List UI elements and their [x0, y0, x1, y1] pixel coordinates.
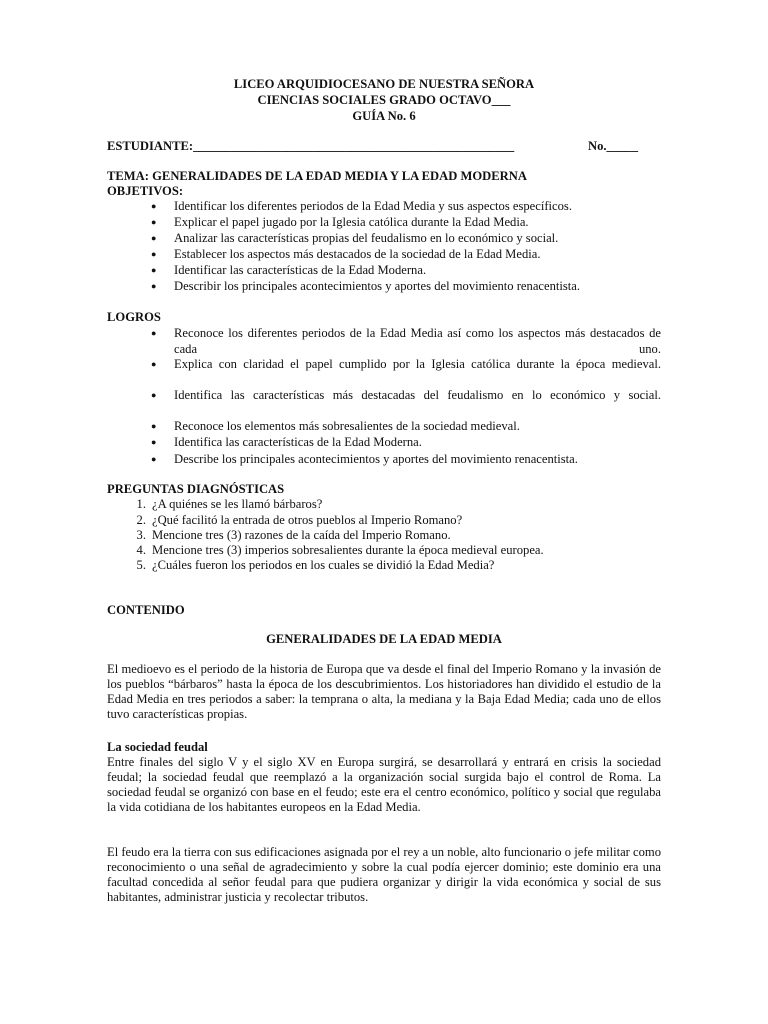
- topic-title: TEMA: GENERALIDADES DE LA EDAD MEDIA Y LA EDAD MODERNA: [107, 169, 527, 183]
- bullet-icon: ●: [151, 454, 157, 464]
- question-text: Mencione tres (3) razones de la caída del Imperio Romano.: [152, 528, 451, 542]
- diagnostic-questions-heading: PREGUNTAS DIAGNÓSTICAS: [107, 482, 285, 496]
- bullet-icon: ●: [151, 265, 157, 275]
- bullet-icon: ●: [151, 390, 157, 400]
- question-text: ¿Cuáles fueron los periodos en los cuales se dividió la Edad Media?: [152, 558, 495, 572]
- question-number: 3.: [136, 528, 146, 542]
- objective-item: Explicar el papel jugado por la Iglesia católica durante la Edad Media.: [174, 215, 529, 229]
- objective-item: Identificar los diferentes periodos de la Edad Media y sus aspectos específicos.: [174, 199, 572, 213]
- question-text: Mencione tres (3) imperios sobresalientes durante la época medieval europea.: [152, 543, 544, 557]
- question-text: ¿A quiénes se les llamó bárbaros?: [152, 497, 323, 511]
- bullet-icon: ●: [151, 328, 157, 338]
- achievement-item: Identifica las características de la Edad Moderna.: [174, 435, 422, 449]
- achievement-item: Describe los principales acontecimientos y aportes del movimiento renacentista.: [174, 452, 578, 466]
- objective-item: Identificar las características de la Edad Moderna.: [174, 263, 427, 277]
- bullet-icon: ●: [151, 359, 157, 369]
- bullet-icon: ●: [151, 233, 157, 243]
- bullet-icon: ●: [151, 281, 157, 291]
- section-title: GENERALIDADES DE LA EDAD MEDIA: [266, 632, 502, 646]
- guide-number: GUÍA No. 6: [352, 109, 416, 123]
- bullet-icon: ●: [151, 437, 157, 447]
- feudal-society-paragraph: Entre finales del siglo V y el siglo XV en Europa surgirá, se desarrollará y entrará en crisis la sociedad feudal; la sociedad feudal que reemplazó a la organización social surgida bajo el control de Roma. La sociedad feudal se organizó con base en el feudo; este era el centro económico, político y social que regulaba la vida cotidiana de los habitantes europeos en la Edad Media.: [107, 755, 661, 814]
- question-number: 4.: [136, 543, 146, 557]
- objective-item: Describir los principales acontecimientos y aportes del movimiento renacentista.: [174, 279, 581, 293]
- achievement-item: Explica con claridad el papel cumplido por la Iglesia católica durante la época medieval.: [174, 357, 661, 371]
- student-number-field: No._____: [588, 139, 639, 153]
- question-number: 5.: [136, 558, 146, 572]
- subsection-heading: La sociedad feudal: [107, 740, 208, 754]
- question-text: ¿Qué facilitó la entrada de otros pueblos al Imperio Romano?: [152, 513, 463, 527]
- student-field: ESTUDIANTE:___________________________________________________: [107, 139, 515, 153]
- objective-item: Establecer los aspectos más destacados de la sociedad de la Edad Media.: [174, 247, 541, 261]
- question-number: 2.: [136, 513, 146, 527]
- bullet-icon: ●: [151, 201, 157, 211]
- intro-paragraph: El medioevo es el periodo de la historia de Europa que va desde el final del Imperio Romano y la invasión de los pueblos “bárbaros” hasta la época de los descubrimientos. Los historiadores han dividido el estudio de la Edad Media en tres periodos a saber: la temprana o alta, la mediana y la Baja Edad Media; cada uno de ellos tuvo características propias.: [107, 662, 661, 721]
- achievement-item: Reconoce los elementos más sobresalientes de la sociedad medieval.: [174, 419, 520, 433]
- question-number: 1.: [136, 497, 146, 511]
- content-heading: CONTENIDO: [107, 603, 185, 617]
- bullet-icon: ●: [151, 421, 157, 431]
- achievement-item: Reconoce los diferentes periodos de la Edad Media así como los aspectos más destacados de cada uno.: [174, 326, 661, 356]
- bullet-icon: ●: [151, 217, 157, 227]
- achievements-heading: LOGROS: [107, 310, 161, 324]
- bullet-icon: ●: [151, 249, 157, 259]
- school-name: LICEO ARQUIDIOCESANO DE NUESTRA SEÑORA: [233, 77, 535, 91]
- feudo-paragraph: El feudo era la tierra con sus edificaciones asignada por el rey a un noble, alto funcionario o jefe militar como reconocimiento o una señal de agradecimiento y sobre la cual podía ejercer dominio; este dominio era una facultad concedida al señor feudal para que pudiera organizar y dirigir la vida económica y social de sus habitantes, administrar justicia y recolectar tributos.: [107, 845, 661, 904]
- objectives-heading: OBJETIVOS:: [107, 184, 184, 198]
- course-line: CIENCIAS SOCIALES GRADO OCTAVO___: [257, 93, 511, 107]
- achievement-item: Identifica las características más destacadas del feudalismo en lo económico y social.: [174, 388, 661, 402]
- objective-item: Analizar las características propias del feudalismo en lo económico y social.: [174, 231, 559, 245]
